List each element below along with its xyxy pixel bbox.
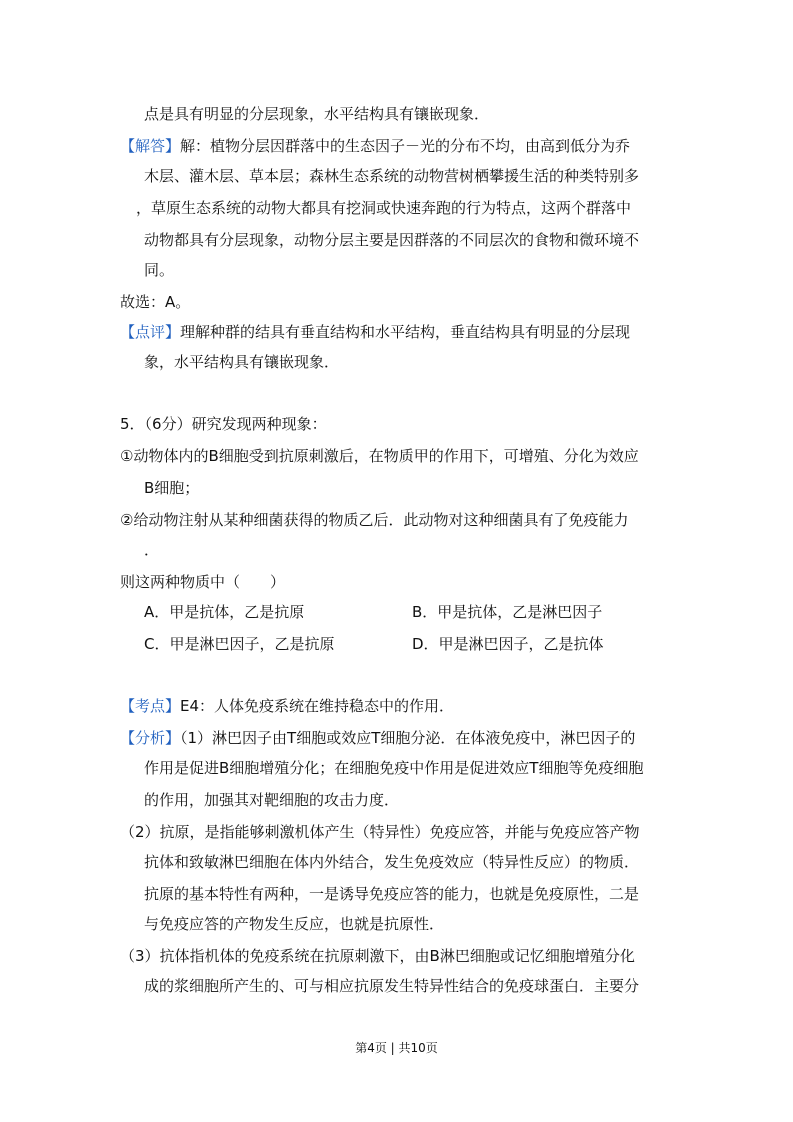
kaodian-line bbox=[120, 696, 454, 716]
option-c: C．甲是淋巴因子，乙是抗原 bbox=[144, 635, 335, 653]
question-5-prompt: 则这两种物质中（ ） bbox=[120, 573, 286, 591]
fenxi-text-1: （1）淋巴因子由T细胞或效应T细胞分泌．在体液免疫中，淋巴因子的 bbox=[180, 729, 636, 747]
kaodian-tag: 【考点】 bbox=[120, 697, 181, 715]
antigen-line-2: 抗体和致敏淋巴细胞在体内外结合，发生免疫效应（特异性反应）的物质． bbox=[144, 853, 640, 871]
question-5-item1-line-1: ①动物体内的B细胞受到抗原刺激后，在物质甲的作用下，可增殖、分化为效应 bbox=[120, 447, 639, 465]
answer-text-1: 解：植物分层因群落中的生态因子－光的分布不均，由高到低分为乔 bbox=[180, 137, 631, 155]
kaodian-text: E4：人体免疫系统在维持稳态中的作用． bbox=[180, 697, 455, 715]
question-5-stem: 5．（6分）研究发现两种现象： bbox=[120, 415, 327, 433]
comment-line-2: 象，水平结构具有镶嵌现象． bbox=[144, 353, 340, 371]
analysis-tail-line: 点是具有明显的分层现象，水平结构具有镶嵌现象． bbox=[144, 105, 490, 123]
answer-line-4: 动物都具有分层现象，动物分层主要是因群落的不同层次的食物和微环境不 bbox=[144, 231, 640, 249]
comment-tag: 【点评】 bbox=[120, 323, 181, 341]
fenxi-line-1 bbox=[120, 728, 635, 748]
antigen-line-1: （2）抗原，是指能够刺激机体产生（特异性）免疫应答，并能与免疫应答产物 bbox=[120, 823, 640, 841]
comment-line-1 bbox=[120, 322, 630, 342]
option-b: B．甲是抗体，乙是淋巴因子 bbox=[412, 603, 603, 621]
choice-line: 故选：A。 bbox=[120, 293, 191, 311]
question-5-item1-line-2: B细胞； bbox=[144, 479, 200, 497]
answer-line-3: ，草原生态系统的动物大都具有挖洞或快速奔跑的行为特点，这两个群落中 bbox=[136, 199, 632, 217]
comment-text-1: 理解种群的结具有垂直结构和水平结构，垂直结构具有明显的分层现 bbox=[180, 323, 631, 341]
antibody-line-2: 成的浆细胞所产生的、可与相应抗原发生特异性结合的免疫球蛋白．主要分 bbox=[144, 977, 640, 995]
option-a: A．甲是抗体，乙是抗原 bbox=[144, 603, 305, 621]
answer-line-5: 同。 bbox=[144, 261, 175, 279]
answer-line-2: 木层、灌木层、草本层；森林生态系统的动物营树栖攀援生活的种类特别多 bbox=[144, 167, 640, 185]
fenxi-line-2: 作用是促进B细胞增殖分化；在细胞免疫中作用是促进效应T细胞等免疫细胞 bbox=[144, 759, 644, 777]
answer-line-1 bbox=[120, 136, 630, 156]
antigen-line-3: 抗原的基本特性有两种，一是诱导免疫应答的能力，也就是免疫原性，二是 bbox=[144, 885, 640, 903]
answer-tag: 【解答】 bbox=[120, 137, 181, 155]
page-footer: 第4页 | 共10页 bbox=[355, 1041, 438, 1055]
option-d: D．甲是淋巴因子，乙是抗体 bbox=[412, 635, 604, 653]
fenxi-tag: 【分析】 bbox=[120, 729, 181, 747]
antibody-line-1: （3）抗体指机体的免疫系统在抗原刺激下，由B淋巴细胞或记忆细胞增殖分化 bbox=[120, 947, 635, 965]
fenxi-line-3: 的作用，加强其对靶细胞的攻击力度． bbox=[144, 791, 400, 809]
antigen-line-4: 与免疫应答的产物发生反应，也就是抗原性． bbox=[144, 915, 445, 933]
question-5-item2-line-2: ． bbox=[144, 541, 160, 559]
question-5-item2-line-1: ②给动物注射从某种细菌获得的物质乙后．此动物对这种细菌具有了免疫能力 bbox=[120, 511, 629, 529]
